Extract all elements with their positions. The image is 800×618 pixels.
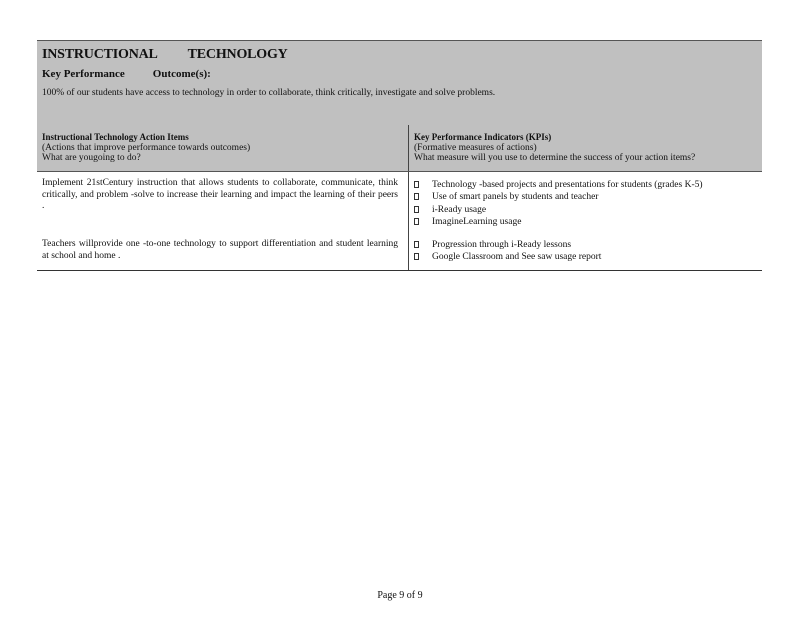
kpi-list <box>414 179 703 228</box>
kpi-heading: Key Performance Indicators (KPIs) <box>414 132 552 142</box>
section-title <box>42 47 288 63</box>
action-items-column-header <box>42 132 250 164</box>
kpi-text: Google Classroom and See saw usage report <box>432 252 602 263</box>
kpi-text: Use of smart panels by students and teacher <box>432 192 599 203</box>
kpi-text: Progression through i-Ready lessons <box>432 240 572 250</box>
bullet-box-icon <box>414 206 419 213</box>
section-subtitle <box>42 68 211 80</box>
bullet-box-icon <box>414 253 419 260</box>
kpi-description: (Formative measures of actions) <box>414 142 537 153</box>
bullet-box-icon <box>414 241 419 248</box>
kpi-text: ImagineLearning usage <box>432 216 522 227</box>
kpi-column-header <box>414 132 695 164</box>
section-body <box>37 171 762 271</box>
bullet-box-icon <box>414 193 419 200</box>
action-item: Implement 21stCentury instruction that allows students to collaborate, communicate, think critically, and problem -solve to increase their learning and impact the learning of their peers . <box>42 178 398 211</box>
outcome-statement: 100% of our students have access to technology in order to collaborate, think critically, investigate and solve problems. <box>42 88 496 98</box>
kpi-item <box>414 179 703 191</box>
kpi-item <box>414 204 703 216</box>
kpi-item <box>414 191 703 203</box>
action-items-description: (Actions that improve performance towards outcomes) <box>42 142 251 153</box>
title-word-technology: TECHNOLOGY <box>187 47 288 62</box>
title-word-instructional: INSTRUCTIONAL <box>42 47 158 62</box>
kpi-text: i-Ready usage <box>432 204 487 215</box>
section-header <box>37 40 762 171</box>
bullet-box-icon <box>414 218 419 225</box>
kpi-item <box>414 251 601 263</box>
kpi-list <box>414 239 601 264</box>
subtitle-key-performance: Key Performance <box>42 68 125 80</box>
page-number: Page 9 of 9 <box>377 590 423 601</box>
kpi-question: What measure will you use to determine the success of your action items? <box>414 153 696 163</box>
action-items-heading: Instructional Technology Action Items <box>42 132 189 142</box>
kpi-item <box>414 239 601 251</box>
instructional-technology-section <box>37 40 762 271</box>
kpi-text: Technology -based projects and presentations for students (grades K-5) <box>432 180 703 190</box>
kpi-item <box>414 216 703 228</box>
action-item: Teachers willprovide one -to-one technology to support differentiation and student learning at school and home . <box>42 239 398 261</box>
bullet-box-icon <box>414 181 419 188</box>
action-items-question: What are yougoing to do? <box>42 153 141 163</box>
subtitle-outcomes: Outcome(s): <box>152 68 211 80</box>
